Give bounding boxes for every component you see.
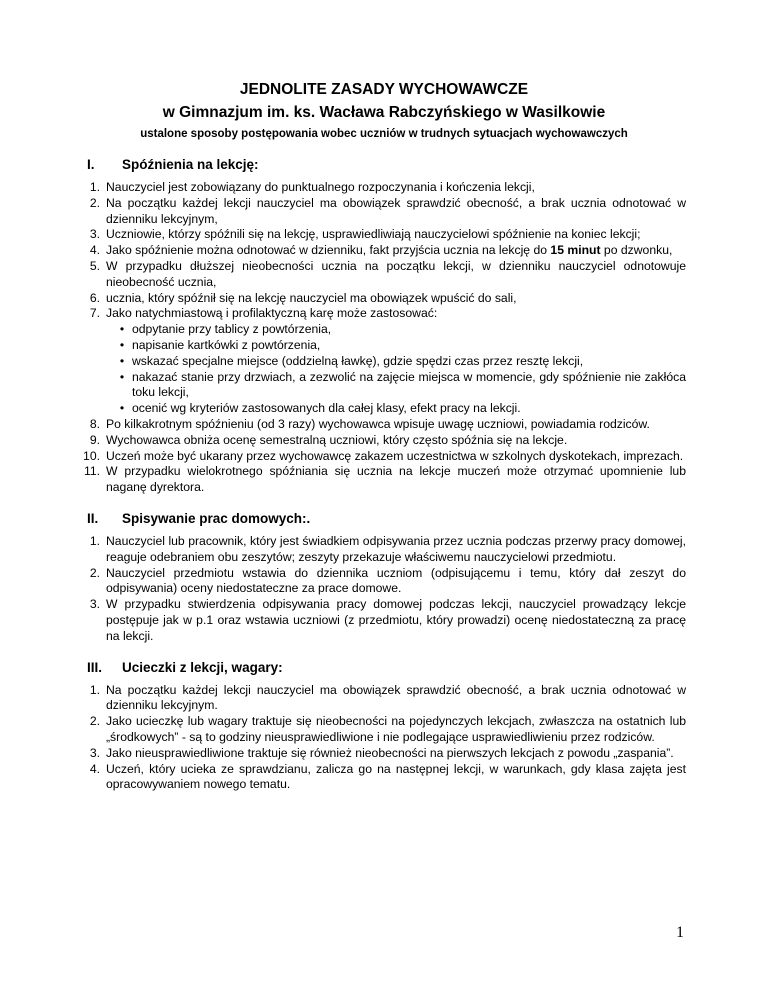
bullet-list [82,322,686,417]
numbered-list [82,534,686,645]
list-item-text: W przypadku stwierdzenia odpisywania pracy domowej podczas lekcji, nauczyciel prowadzący lekcje postępuje jak w p.1 oraz wstawia uczniowi (z przedmiotu, który prowadzi) ocenę niedostateczną za pracę na lekcji. [106,597,686,643]
list-item-number: 11. [83,464,100,479]
list-item-number: 1. [89,682,100,697]
list-item [82,243,686,259]
list-item [82,417,686,433]
list-item-text: Uczeń, który ucieka ze sprawdzianu, zalicza go na następnej lekcji, w warunkach, gdy klasa zajęta jest opracowywaniem nowego tematu. [106,761,686,792]
bullet-text: napisanie kartkówki z powtórzenia, [132,337,321,352]
list-item-number: 2. [89,565,100,580]
section-heading [82,659,686,677]
list-item [82,291,686,307]
bullet-item [112,354,686,370]
bullet-text: ocenić wg kryteriów zastosowanych dla całej klasy, efekt pracy na lekcji. [132,401,521,416]
list-item-number: 8. [89,416,100,431]
bullet-text: odpytanie przy tablicy z powtórzenia, [132,322,332,337]
list-item [82,566,686,598]
list-item-text: Jako natychmiastową i profilaktyczną karę może zastosować: [106,306,438,321]
text-segment: Jako spóźnienie można odnotować w dzienniku, fakt przyjścia ucznia na lekcję do [106,243,551,258]
list-item-number: 2. [89,714,100,729]
list-item-text: Nauczyciel przedmiotu wstawia do dziennika uczniom (odpisującemu i temu, który dał zeszyt do odpisywania) oceny niedostateczne za prace domowe. [106,565,686,596]
list-item-text: Wychowawca obniża ocenę semestralną uczniowi, który często spóźnia się na lekcje. [106,432,568,447]
section-title: Ucieczki z lekcji, wagary: [122,659,283,675]
list-item-number: 5. [89,258,100,273]
list-item-number: 6. [89,290,100,305]
bullet-item [112,338,686,354]
section-number: III. [87,659,103,675]
numbered-list [82,180,686,496]
list-item [82,433,686,449]
list-item [82,714,686,746]
list-item [82,306,686,417]
list-item-number: 2. [89,195,100,210]
list-item-text: Uczniowie, którzy spóźnili się na lekcję, usprawiedliwiają nauczycielowi spóźnienie na koniec lekcji; [106,227,641,242]
list-item-number: 3. [89,745,100,760]
list-item [82,683,686,715]
text-segment: po dzwonku, [600,243,673,258]
list-item-text: Na początku każdej lekcji nauczyciel ma obowiązek sprawdzić obecność, a brak ucznia odnotować w dzienniku lekcyjnym, [106,195,686,226]
document-title-line2: w Gimnazjum im. ks. Wacława Rabczyńskiego w Wasilkowie [162,104,606,121]
bullet-text: nakazać stanie przy drzwiach, a zezwolić na zajęcie miejsca w momencie, gdy spóźnienie nie zakłóca toku lekcji, [132,369,686,400]
list-item [82,762,686,794]
list-item [82,464,686,496]
section [82,659,686,794]
bold-text: 15 minut [550,243,601,258]
list-item [82,196,686,228]
list-item-text [106,243,686,259]
section [82,510,686,645]
list-item [82,180,686,196]
list-item-text: Jako nieusprawiedliwione traktuje się również nieobecności na pierwszych lekcjach z powodu „zaspania”. [106,745,674,760]
bullet-item [112,370,686,402]
document-title-line1: JEDNOLITE ZASADY WYCHOWAWCZE [239,81,529,98]
list-item [82,597,686,644]
list-item-number: 3. [89,227,100,242]
list-item [82,259,686,291]
section [82,156,686,496]
section-heading [82,510,686,528]
bullet-item [112,322,686,338]
list-item-number: 4. [89,761,100,776]
bullet-icon: • [119,401,125,416]
bullet-icon: • [119,337,125,352]
list-item-text: Nauczyciel lub pracownik, który jest świadkiem odpisywania przez ucznia podczas przerwy pracy domowej, reaguje odebraniem obu zeszytów; zeszyty przekazuje właściwemu nauczycielowi przedmiotu. [106,533,686,564]
bullet-icon: • [119,369,125,384]
list-item-number: 7. [89,306,100,321]
list-item [82,449,686,465]
list-item-text: W przypadku dłuższej nieobecności ucznia na początku lekcji, w dzienniku nauczyciel odnotowuje nieobecność ucznia, [106,258,686,289]
list-item-number: 1. [89,533,100,548]
page-number: 1 [676,924,684,941]
list-item-number: 3. [89,597,100,612]
bullet-icon: • [119,353,125,368]
section-number: II. [87,510,99,526]
list-item-text: Jako ucieczkę lub wagary traktuje się nieobecności na pojedynczych lekcjach, zwłaszcza na ostatnich lub „środkowych” - są to godziny nieusprawiedliwione i nie podlegające usprawiedliwieniu przez rodziców. [106,714,686,744]
list-item-number: 1. [89,180,100,194]
document-subtitle: ustalone sposoby postępowania wobec uczniów w trudnych sytuacjach wychowawczych [140,128,628,140]
list-item [82,746,686,762]
list-item-text: Uczeń może być ukarany przez wychowawcę zakazem uczestnictwa w szkolnych dyskotekach, imprezach. [106,448,684,463]
numbered-list [82,683,686,794]
list-item [82,534,686,566]
list-item-text: Na początku każdej lekcji nauczyciel ma obowiązek sprawdzić obecność, a brak ucznia odnotować w dzienniku lekcyjnym. [106,682,686,713]
section-number: I. [87,157,95,172]
section-title: Spisywanie prac domowych:. [122,510,311,526]
sections-container [82,156,686,793]
list-item-number: 9. [89,432,100,447]
list-item-text: W przypadku wielokrotnego spóźniania się ucznia na lekcje muczeń może otrzymać upomnienie lub naganę dyrektora. [106,464,686,495]
bullet-icon: • [119,322,125,337]
list-item-number: 4. [89,243,100,258]
list-item [82,227,686,243]
section-title: Spóźnienia na lekcję: [122,157,259,172]
bullet-item [112,401,686,417]
section-heading [82,156,686,174]
list-item-text: ucznia, który spóźnił się na lekcję nauczyciel ma obowiązek wpuścić do sali, [106,290,517,305]
list-item-text: Nauczyciel jest zobowiązany do punktualnego rozpoczynania i kończenia lekcji, [106,180,535,194]
list-item-text: Po kilkakrotnym spóźnieniu (od 3 razy) wychowawca wpisuje uwagę uczniowi, powiadamia rodziców. [106,416,650,431]
bullet-text: wskazać specjalne miejsce (oddzielną ławkę), gdzie spędzi czas przez resztę lekcji, [132,353,584,368]
list-item-number: 10. [83,448,100,463]
